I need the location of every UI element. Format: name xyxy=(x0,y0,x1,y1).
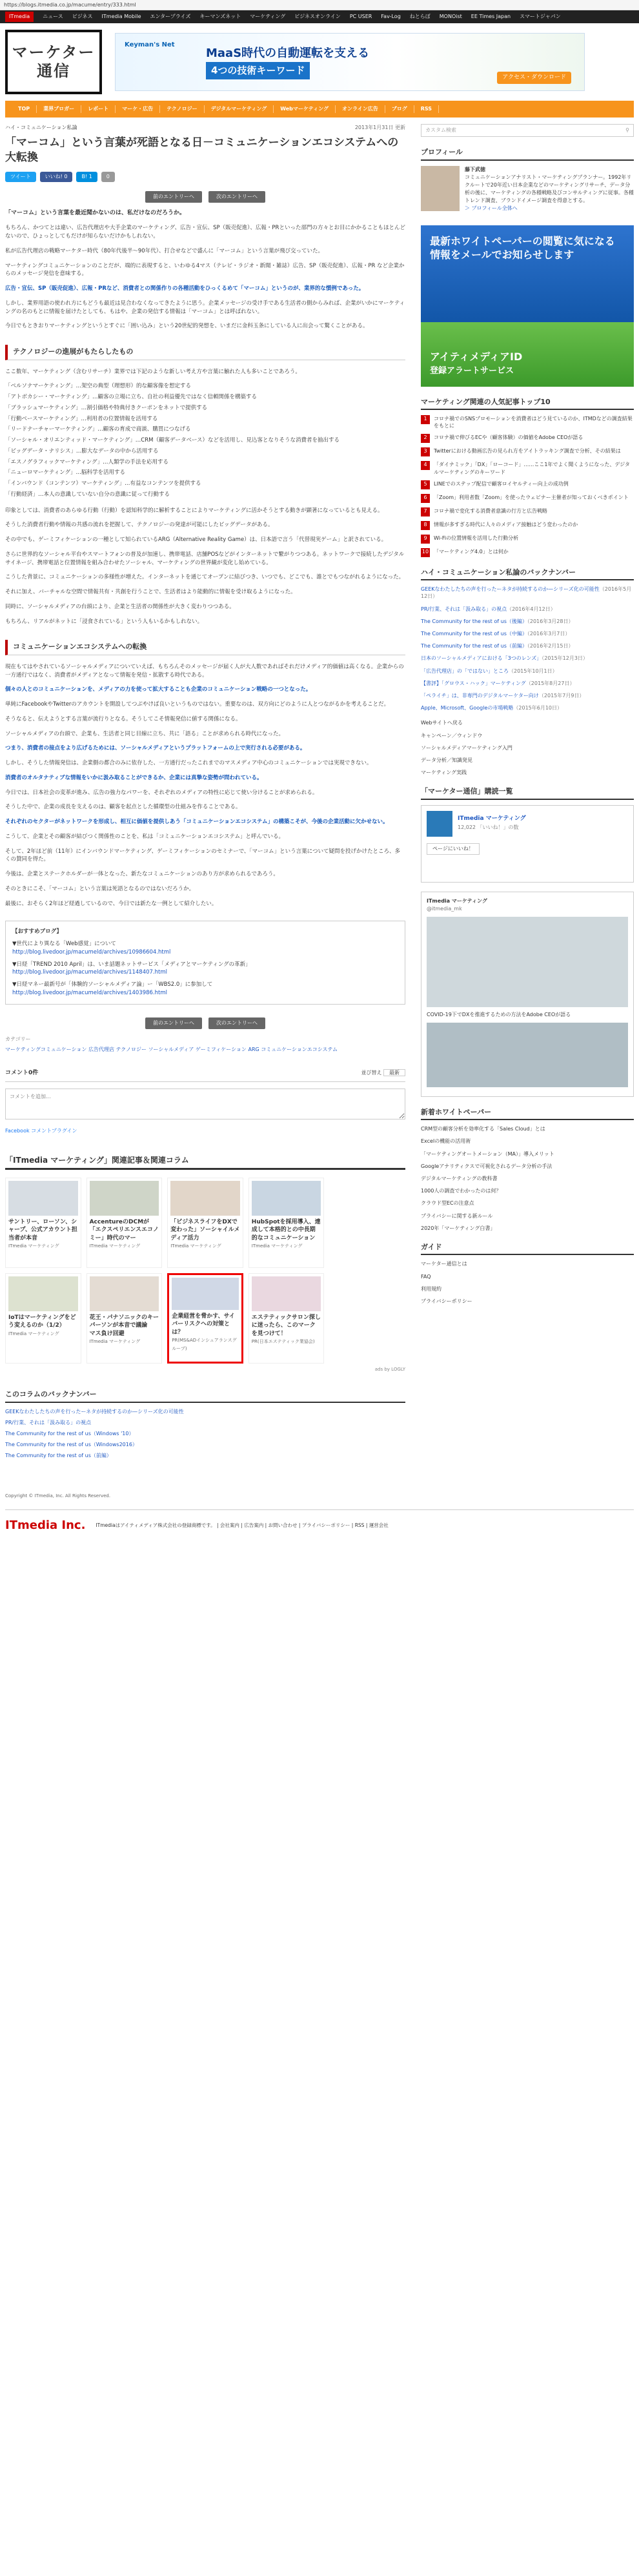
rank-number: 9 xyxy=(421,535,430,544)
guide-link[interactable]: 利用規約 xyxy=(421,1285,441,1292)
gnav-item[interactable]: デジタルマーケティング xyxy=(205,105,274,113)
wp-link[interactable]: 2020年「マーケティング白書」 xyxy=(421,1225,496,1231)
new-wp-list xyxy=(421,1125,634,1232)
wp-link[interactable]: クラウド型ECの注意点 xyxy=(421,1200,474,1207)
backnumber-date: （2016年2月15日） xyxy=(527,643,574,649)
section-heading: テクノロジーの進展がもたらしたもの xyxy=(5,345,405,360)
profile-box xyxy=(421,166,634,212)
prev-entry-button[interactable]: 前のエントリーへ xyxy=(145,1017,202,1029)
backnumber-link[interactable]: 「広告代理店」の「ではない」ところ xyxy=(421,668,509,674)
site-logo[interactable] xyxy=(5,30,102,94)
rec-link[interactable]: http://blog.livedoor.jp/macumeld/archives/10986604.html xyxy=(12,948,171,956)
hatena-button[interactable]: B! 1 xyxy=(76,172,97,182)
tweet-text: COVID-19下でDXを推進するための方法をAdobe CEOが語る xyxy=(427,1011,571,1017)
gnav-item[interactable]: Webマーケティング xyxy=(274,105,336,113)
card-source: ITmedia マーケティング xyxy=(251,1243,303,1249)
related-card-pr[interactable] xyxy=(167,1273,243,1364)
paragraph: そのときにこそ、「マーコム」という言葉は死語となるのではないだろうか。 xyxy=(5,885,195,892)
list-item xyxy=(421,692,634,699)
tw-handle[interactable]: @itmedia_mk xyxy=(427,905,462,912)
topnav-item[interactable]: ニュース xyxy=(43,14,63,19)
ranking-item[interactable] xyxy=(421,548,634,557)
paragraph: 現在もてはやされているソーシャルメディアについていえば、もちろんそのメッセージが届く人が大人数であればそれだけメディア的価値は高くなる。企業からの一方通行ではなく、消費者がメディアとなって情報を発信・拡散する時代である。 xyxy=(5,663,404,679)
copyright: Copyright © ITmedia, Inc. All Rights Reserved. xyxy=(5,1489,634,1511)
list-item: 「行動経済」…本人の意識していない自分の意識に従って行動する xyxy=(5,491,170,498)
backnumber-link[interactable]: 日本のソーシャルメディアにおける「3つのレンズ」 xyxy=(421,655,542,662)
search-box[interactable] xyxy=(421,124,634,137)
rank-title[interactable]: コロナ禍でのSNSプロモーションを消費者はどう見ているのか、ITMDなどの調査結果をもとに xyxy=(434,416,633,429)
card-source: PR(MS&ADインシュアランスグループ) xyxy=(172,1338,237,1351)
gnav-item[interactable]: RSS xyxy=(414,105,439,113)
paragraph: もちろん、リアルがネットに「浸食されている」という人もいるかもしれない。 xyxy=(5,618,203,625)
top-banner-ad[interactable] xyxy=(115,33,585,91)
list-item xyxy=(421,668,634,675)
related-card-pr[interactable] xyxy=(249,1273,325,1364)
ranking-item[interactable] xyxy=(421,521,634,530)
card-title: エステティックサロン探しに迷ったら、このマークを見つけて！ xyxy=(251,1314,321,1337)
paragraph: もちろん、かつてとは違い、広告代理店や大手企業のマーケティング、広告・宣伝、SP（販売促進）、広報・PRといった部門の方々とお目にかかることもほとんどないので、ひょっとしてもだけが知らないだけかもしれない。 xyxy=(5,225,405,240)
topnav-item[interactable]: ビジネスオンライン xyxy=(294,14,341,19)
tw-name[interactable]: ITmedia マーケティング xyxy=(427,897,487,904)
lead-text: 「マーコム」という言葉を最近聞かないのは、私だけなのだろうか。 xyxy=(5,209,186,216)
twitter-widget xyxy=(421,892,634,1097)
backnumber-link[interactable]: The Community for the rest of us（前編） xyxy=(421,643,527,649)
related-card-empty xyxy=(329,1178,405,1268)
related-card[interactable] xyxy=(86,1178,163,1268)
card-thumb xyxy=(90,1181,159,1216)
card-thumb xyxy=(252,1181,321,1216)
paragraph: 今後は、企業とステークホルダーが一体となった、新たなコミュニケーションのあり方が求められるであろう。 xyxy=(5,871,279,878)
site-header xyxy=(0,23,639,101)
paragraph: そして、2年ほど前（11年）にインバウンドマーケティング、ゲーミフィケーションのセミナーで、「マーコム」という言葉について疑問を投げかけたところ、多くの賛同を得た。 xyxy=(5,848,400,863)
banner-button[interactable]: アクセス・ダウンロード xyxy=(497,72,571,85)
list-item: 「アトボカシー・マーケティング」…顧客の立場に立ち、自社の利益優先ではなく信頼関係を構築する xyxy=(5,394,257,401)
global-nav xyxy=(5,101,634,118)
gnav-item[interactable]: TOP xyxy=(12,105,37,113)
related-grid xyxy=(5,1178,405,1364)
related-card-empty xyxy=(329,1273,405,1364)
paragraph: 単純にFacebookやTwitterのアカウントを開設してつぶやけば良いというものではない。重要なのは、双方向にどのように人とつながるかを考えることだ。 xyxy=(5,701,390,708)
paragraph: そうした中で、企業の成長を支えるのは、顧客を起点とした循環型の仕組みを作ることである。 xyxy=(5,804,241,811)
profile-name: 藤下武徳 xyxy=(465,166,485,172)
comment-count: コメント0件 xyxy=(5,1069,39,1076)
rank-number: 2 xyxy=(421,434,430,443)
paragraph: 今日では、日本社会の変革が進み、広告の強力なパワーを、それぞれのメディアの特性に応じて使い分けることが求められる。 xyxy=(5,789,318,796)
list-item: 「インバウンド（コンテンツ）マーケティング」…有益なコンテンツを提供する xyxy=(5,480,201,487)
breadcrumb-text[interactable]: ハイ・コミュニケーション私論 xyxy=(5,125,77,130)
side-link[interactable]: Webサイトへ戻る xyxy=(421,720,463,726)
card-source: ITmedia マーケティング xyxy=(170,1243,221,1249)
topnav-item[interactable]: ねとらぼ xyxy=(409,14,431,19)
rank-number: 5 xyxy=(421,480,430,489)
topnav-item[interactable]: ITmedia xyxy=(5,12,34,22)
paragraph: その中でも、ゲーミフィケーションの一種として知られているARG（Alternative Reality Game）は、日本語で言う「代替現実ゲーム」と訳されている。 xyxy=(5,537,387,544)
footer-links[interactable]: ITmediaはアイティメディア株式会社の登録商標です。 | 会社案内 | 広告案内 | お問い合わせ | プライバシーポリシー | RSS | 運営会社 xyxy=(96,1522,389,1528)
related-card[interactable] xyxy=(249,1178,325,1268)
backnumber-date: （2015年10月1日） xyxy=(509,668,558,674)
paragraph: 最後に、おそらく2年ほど経過しているので、今日では新たな一例として紹介したい。 xyxy=(5,900,218,907)
list-item: 「ブラッシュマーケティング」…割引価格や特典付きクーポンをネットで提供する xyxy=(5,404,208,411)
paragraph: こうした背景に、コミュニケーションの多様性が増えた。インターネットを通じてオープンに結びつき、いつでも、どこでも、誰とでもつながれるようになった。 xyxy=(5,574,405,581)
backnumber-link[interactable]: GEEKなわたしたちの声を行ったーネタが持続するのか—シリーズ化の可能性 xyxy=(421,586,600,593)
banner-line2: 4つの技術キーワード xyxy=(206,62,310,79)
paragraph: つまり、消費者の接点をより広げるためには、ソーシャルメディアというプラットフォームの上で実行される必要がある。 xyxy=(5,745,306,752)
side-link[interactable]: データ分析／知識発見 xyxy=(421,757,472,763)
gnav-item[interactable]: 業界ブロガー xyxy=(37,105,81,113)
wp-link[interactable]: 1000人の調査でわかったのは何？ xyxy=(421,1188,502,1194)
article-title: 「マーコム」という言葉が死語となる日－コミュニケーションエコシステムへの大転換 xyxy=(5,136,399,164)
sidebar-ad[interactable] xyxy=(421,225,634,387)
wp-link[interactable]: プライバシーに関する新ルール xyxy=(421,1212,493,1219)
topnav-item[interactable]: Fav-Log xyxy=(381,14,401,19)
backnumber-heading: このコラムのバックナンバー xyxy=(5,1389,405,1403)
ad-text-3: 登録アラートサービス xyxy=(430,366,514,376)
gnav-item[interactable]: マーケ・広告 xyxy=(116,105,160,113)
related-card[interactable] xyxy=(86,1273,163,1364)
topnav-item[interactable]: キーマンズネット xyxy=(199,14,241,19)
paragraph: 今日でもときおりマーケティングというとすぐに「囲い込み」という20世紀的発想を、いまだに金科玉条にしている人に出会って驚くことがある。 xyxy=(5,323,369,330)
guide-link[interactable]: マーケター通信とは xyxy=(421,1261,467,1267)
related-card[interactable] xyxy=(5,1178,81,1268)
top-nav xyxy=(0,10,639,23)
profile-text: コミュニケーションアナリスト・マーケティングプランナー。1992年リクルートで20年近い日本企業などのマーケティングリサーチ、データ分析の後に、マーケティングの各種戦略及びコンサルティングに従事。各種トレンド調査、ブランドイメージ調査を得意とする。 xyxy=(465,174,634,203)
entry-nav-top xyxy=(5,191,405,203)
paragraph: 私が広告代理店の戦略マーケター時代（80年代後半～90年代）、打合せなどで盛んに「マーコム」という言葉が飛び交っていた。 xyxy=(5,247,323,254)
search-placeholder: カスタム検索 xyxy=(425,127,456,133)
rank-title[interactable]: Twitterにおける動画広告の見られ方をアイトラッキング調査で分析、その結果は xyxy=(434,448,621,455)
gnav-item[interactable]: オンライン広告 xyxy=(336,105,385,113)
sort-label: 並び替え xyxy=(361,1069,382,1076)
fb-like-page-button[interactable]: ページにいいね！ xyxy=(427,843,480,855)
profile-more-link[interactable]: ＞ プロフィール全体へ xyxy=(465,205,518,211)
card-source: ITmedia マーケティング xyxy=(89,1339,141,1345)
section-heading: コミュニケーションエコシステムへの転換 xyxy=(5,640,405,655)
rank-title[interactable]: LINEでのステップ配信で顧客ロイヤルティー向上の成功例 xyxy=(434,480,569,487)
paragraph: 個々の人とのコミュニケーションを、メディアの力を使って拡大することも企業のコミュニケーション戦略の一つとなった。 xyxy=(5,686,312,693)
wp-link[interactable]: デジタルマーケティングの教科書 xyxy=(421,1176,498,1181)
rank-title[interactable]: コロナ禍で伸びるECや（顧客体験）の価値をAdobe CEOが語る xyxy=(434,434,583,441)
ad-text-1: 最新ホワイトペーパーの閲覧に気になる情報をメールでお知らせします xyxy=(430,234,615,261)
prev-entry-button[interactable]: 前のエントリーへ xyxy=(145,191,202,203)
list-item xyxy=(421,630,634,637)
itmedia-logo[interactable]: ITmedia Inc. xyxy=(5,1518,86,1533)
topnav-item[interactable]: マーケティング xyxy=(250,14,286,19)
rank-number: 6 xyxy=(421,494,430,503)
subscribe-heading: 「マーケター通信」購読一覧 xyxy=(421,786,634,800)
ranking-list xyxy=(421,415,634,557)
side-link[interactable]: マーケティング実践 xyxy=(421,770,467,776)
ranking-item[interactable] xyxy=(421,447,634,456)
topnav-item[interactable]: MONOist xyxy=(439,14,462,19)
card-thumb xyxy=(8,1181,78,1216)
list-item: 「行動ベースマーケティング」…利用者の位置情報を活用する xyxy=(5,415,158,422)
ranking-item[interactable] xyxy=(421,415,634,429)
related-card[interactable] xyxy=(167,1178,243,1268)
avatar xyxy=(421,166,460,211)
wp-link[interactable]: Googleアナリティクスで可視化されるデータ分析の手法 xyxy=(421,1163,553,1169)
guide-link[interactable]: プライバシーポリシー xyxy=(421,1298,472,1304)
card-title: 企業経営を脅かす、サイバーリスクへの対策とは？ xyxy=(172,1313,235,1336)
backnumber-side-heading: ハイ・コミュニケーション私論のバックナンバー xyxy=(421,567,634,581)
guide-heading: ガイド xyxy=(421,1242,634,1256)
list-item: 「ビッグデータ・ナリシス」…膨大なデータの中から活用する xyxy=(5,447,159,455)
next-entry-button[interactable]: 次のエントリーへ xyxy=(208,191,265,203)
comments-section xyxy=(5,1069,405,1135)
card-source: ITmedia マーケティング xyxy=(8,1243,59,1249)
list-item: 「ソーシャル・オリエンティッド・マーケティング」…CRM（顧客データベース）などを活用し、見込客となりそうな消費者を抽出する xyxy=(5,437,340,444)
tweet-button[interactable]: ツイート xyxy=(5,172,36,182)
logo-text-1: マーケター xyxy=(12,43,96,62)
rec-link[interactable]: http://blog.livedoor.jp/macumeld/archives/1148407.html xyxy=(12,969,168,976)
rank-title[interactable]: 「マーケティング4.0」とは何か xyxy=(434,548,509,555)
search-icon[interactable]: ⚲ xyxy=(625,127,629,133)
wp-link[interactable]: Excelの機能の活用術 xyxy=(421,1138,471,1145)
list-item: 「リードナーチャーマーケティング」…顧客の育成で商談、購買につなげる xyxy=(5,426,191,433)
url-text: https://blogs.itmedia.co.jp/macume/entry/333.html xyxy=(4,2,136,8)
topnav-item[interactable]: ITmedia Mobile xyxy=(101,14,141,19)
side-link-list xyxy=(421,719,634,776)
wp-link[interactable]: 「マーケティングオートメーション（MA）」導入メリット xyxy=(421,1150,554,1157)
backnumber-date: （2016年5月12日） xyxy=(421,586,632,600)
related-card[interactable] xyxy=(5,1273,81,1364)
backnumber-link[interactable]: The Community for the rest of us（Windows2016） xyxy=(5,1441,137,1447)
category-label: カテゴリー xyxy=(5,1036,31,1042)
gnav-item[interactable]: テクノロジー xyxy=(160,105,205,113)
profile-heading: プロフィール xyxy=(421,147,634,161)
backnumber-date: （2015年6月10日） xyxy=(513,705,563,711)
backnumber-side-list xyxy=(421,586,634,711)
paragraph: それに加え、バーチャルな空間で情報共有・共創を行うことで、生活者はより能動的に情報を受け取るようになった。 xyxy=(5,589,296,596)
new-wp-heading: 新着ホワイトペーパー xyxy=(421,1107,634,1121)
paragraph: 印象としては、消費者のあらゆる行動（行動）を認知科学的に解析することによりマーケティングに活かそうとする動きが顕著になっているとも見える。 xyxy=(5,507,383,514)
rank-title[interactable]: コロナ禍で変化する消費者意識の行方と広告戦略 xyxy=(434,507,547,514)
fb-likes: 12,022 「いいね！」の数 xyxy=(458,824,519,830)
logo-text-2: 通信 xyxy=(37,61,70,80)
ads-by-logly[interactable]: ads by LOGLY xyxy=(374,1366,405,1372)
paragraph: 同時に、ソーシャルメディアの台頭により、企業と生活者の関係性が大きく変わりつつある。 xyxy=(5,603,235,610)
backnumber-link[interactable]: The Community for the rest of us（前編） xyxy=(5,1452,112,1458)
ranking-item[interactable] xyxy=(421,434,634,443)
ranking-item[interactable] xyxy=(421,535,634,544)
ranking-item[interactable] xyxy=(421,494,634,503)
backnumber-date: （2015年8月27日） xyxy=(525,680,575,686)
next-entry-button[interactable]: 次のエントリーへ xyxy=(208,1017,265,1029)
rec-title: ▼世代により異なる「Web感覚」について xyxy=(12,941,116,948)
rank-title[interactable]: Wi-Fiの位置情報を活用した行動分析 xyxy=(434,535,519,541)
rank-number: 10 xyxy=(421,548,430,557)
rec-title: ▼日経マネー最新号が「体験的ソーシャルメディア論」ー「WBS2.0」に参加して xyxy=(12,981,213,988)
tweet-image[interactable] xyxy=(427,1023,628,1087)
card-source: ITmedia マーケティング xyxy=(89,1243,141,1249)
entry-nav-bottom xyxy=(5,1017,405,1029)
list-item: 「ニューロマーケティング」…脳科学を活用する xyxy=(5,469,125,476)
banner-line1: MaaS時代の自動運転を支える xyxy=(206,46,370,61)
card-title: 花王・パナソニックのキーパーソンが本音で議論 マス負け回避 xyxy=(89,1314,159,1337)
list-item: 「ペルソナマーケティング」…架空の典型（理想形）的な顧客像を想定する xyxy=(5,383,191,390)
topnav-item[interactable]: ビジネス xyxy=(72,14,93,19)
rank-title[interactable]: 「ダイナミック」「DX」「ローコード」……ここ1年でよく聞くようになった、デジタルマーケティングのキーワード xyxy=(434,462,630,475)
paragraph: しかし、業界用語の使われ方にもどうも最近は見合わなくなってきたように思う。企業メッセージの受け手である生活者の側からみれば、企業がいかにマーケティングの名のもとに情報を届けたとしても、もはや、企業の発信する情報は「マーコム」とは呼ばれない。 xyxy=(5,300,405,315)
rec-link[interactable]: http://blog.livedoor.jp/macumeld/archives/1403986.html xyxy=(12,989,168,996)
topnav-item[interactable]: EE Times Japan xyxy=(471,14,511,19)
card-thumb xyxy=(252,1276,321,1311)
site-footer xyxy=(0,1510,639,1540)
column-backnumber xyxy=(5,1389,405,1460)
wp-link[interactable]: CRM型の顧客分析を効率化する「Sales Cloud」とは xyxy=(421,1126,545,1132)
rec-heading: 【おすすめブログ】 xyxy=(12,928,62,935)
card-thumb xyxy=(172,1278,239,1310)
card-title: IoTはマーケティングをどう変えるのか（1/2） xyxy=(8,1314,76,1329)
card-title: HubSpotを採用導入、達成して本格的との中長期的なコミュニケーション xyxy=(251,1218,321,1242)
paragraph: こうして、企業とその顧客が結びつく関係性のことを、私は「コミュニケーションエコシステム」と呼んでいる。 xyxy=(5,833,284,840)
topnav-item[interactable]: エンタープライズ xyxy=(150,14,191,19)
tag-list[interactable]: マーケティングコミュニケーション 広告代理店 テクノロジー ソーシャルメディア ゲーミフィケーション ARG コミュニケーションエコシステム xyxy=(5,1046,338,1052)
card-title: サントリー、ローソン、シャープ、公式アカウント担当者が本音 xyxy=(8,1218,77,1242)
paragraph: 広告・宣伝、SP（販売促進）、広報・PRなど、消費者との関係作りの各種活動をひっくるめて「マーコム」というのが、業界的な慣例であった。 xyxy=(5,285,365,292)
backnumber-link[interactable]: GEEKなわたしたちの声を行ったーネタが持続するのか—シリーズ化の可能性 xyxy=(5,1408,184,1415)
card-title: AccentureのDCMが「エクスペリエンスエコノミー」時代のマー xyxy=(89,1218,159,1242)
recommended-blogs xyxy=(5,921,405,1004)
rank-number: 4 xyxy=(421,461,430,470)
backnumber-date: （2016年3月28日） xyxy=(527,618,574,624)
paragraph: そうした消費者行動や情報の共感の流れを把握して、テクノロジーの発達が可能にしたビッグデータがある。 xyxy=(5,522,274,529)
gnav-item[interactable]: レポート xyxy=(81,105,116,113)
rank-title[interactable]: 「Zoom」利用者数「Zoom」を使ったウェビナー主催者が知っておくべきポイント xyxy=(434,494,629,500)
list-item xyxy=(421,606,634,613)
url-bar[interactable] xyxy=(0,0,639,10)
guide-link[interactable]: FAQ xyxy=(421,1273,431,1280)
card-thumb xyxy=(8,1276,78,1311)
rank-title[interactable]: 情報が多すぎる時代に人々のメディア接触はどう変わったのか xyxy=(434,521,578,527)
rank-number: 1 xyxy=(421,415,430,424)
gnav-item[interactable]: ブログ xyxy=(385,105,414,113)
page-avatar xyxy=(427,811,452,837)
paragraph: それぞれのセクターがネットワークを形成し、相互に価値を提供しあう「コミュニケーションエコシステム」の構築こそが、今後の企業活動に欠かせない。 xyxy=(5,819,389,826)
list-item xyxy=(421,642,634,649)
comment-input[interactable] xyxy=(5,1089,405,1119)
list-item xyxy=(421,655,634,662)
backnumber-date: （2016年4月12日） xyxy=(507,606,556,612)
backnumber-link[interactable]: The Community for the rest of us（中編） xyxy=(421,631,527,637)
related-heading: 「ITmedia マーケティング」関連記事＆関連コラム xyxy=(5,1154,405,1170)
paragraph: さらに世界的なソーシャル平台やスマートフォンの普及が加速し、携帯電話、店舗POSなどがインターネットで繋がりつつある。ネットワークで接続したデジタルサイネージ、携帯電話と位置情報を組み合わせたソーシャル、マーケティングの世界観が変化し始めている。 xyxy=(5,551,405,566)
ranking-heading: マーケティング関連の人気記事トップ10 xyxy=(421,397,634,411)
side-link[interactable]: キャンペーン／ウィンドウ xyxy=(421,732,483,739)
backnumber-link[interactable]: PR/行業、それは「汲み取る」の視点 xyxy=(5,1419,92,1426)
paragraph: そうなると、伝えようとする言葉が流行りとなる。そうしてこそ情報発信に値する関係になる。 xyxy=(5,715,241,722)
post-date: 2013年1月31日 更新 xyxy=(354,125,405,130)
facebook-page-widget xyxy=(421,805,634,883)
main-column xyxy=(5,124,405,1463)
card-source: PR(日本エステティック業協会) xyxy=(251,1339,315,1345)
paragraph: ソーシャルメディアの台頭で、企業も、生活者と同じ目線に立ち、共に「語る」ことが求められる時代になった。 xyxy=(5,730,285,737)
breadcrumb[interactable] xyxy=(5,124,405,132)
backnumber-link[interactable]: Apple、Microsoft、Googleの市場戦略 xyxy=(421,705,514,711)
backnumber-link[interactable]: PR/行業、それは「汲み取る」の視点 xyxy=(421,606,507,612)
ranking-item[interactable] xyxy=(421,480,634,489)
term-list xyxy=(5,382,405,498)
ranking-item[interactable] xyxy=(421,507,634,516)
backnumber-date: （2015年7月9日） xyxy=(538,692,585,699)
card-title: 「ビジネスライフをDXで変わった」ソーシャイルメディア活力 xyxy=(170,1218,240,1242)
banner-brand: Keyman's Net xyxy=(125,41,175,48)
sidebar xyxy=(421,124,634,1463)
paragraph: 消費者のオルタナティブな情報をいかに汲み取ることができるか、企業には真摯な姿勢が問われている。 xyxy=(5,774,263,781)
fb-page-name[interactable]: ITmedia マーケティング xyxy=(458,815,526,823)
topnav-item[interactable]: スマートジャパン xyxy=(520,14,561,19)
sort-select[interactable]: 最新 xyxy=(383,1069,405,1076)
paragraph: マーケティングコミュニケーションのことだが、端的に表現すると、いわゆる4マス（テレビ・ラジオ・新聞・雑誌）広告、SP（販売促進）、広報・PR など企業からのメッセージ発信を意味する。 xyxy=(5,262,405,278)
backnumber-link[interactable]: The Community for the rest of us（後編） xyxy=(421,618,527,624)
fb-comment-plugin[interactable]: Facebook コメントプラグイン xyxy=(5,1127,77,1134)
card-thumb xyxy=(170,1181,240,1216)
list-item xyxy=(421,704,634,711)
list-item xyxy=(421,586,634,600)
like-button[interactable]: いいね! 0 xyxy=(40,172,73,182)
topnav-item[interactable]: PC USER xyxy=(349,14,372,19)
list-item xyxy=(421,618,634,625)
paragraph: しかし、そうした情報発信は、企業側の都合のみに依存した、一方通行だったこれまでのマスメディア中心のコミュニケーションでは実現できない。 xyxy=(5,760,372,767)
backnumber-date: （2015年12月3日） xyxy=(542,655,588,662)
tweet-image[interactable] xyxy=(427,917,628,1007)
list-item: 「エスノグラフィックマーケティング」…人類学の手法を応用する xyxy=(5,458,169,465)
backnumber-link[interactable]: The Community for the rest of us（Windows '10） xyxy=(5,1430,134,1436)
backnumber-link[interactable]: 【書評】「グロウス・ハック」マーケティング xyxy=(421,680,526,686)
backnumber-date: （2016年3月7日） xyxy=(527,631,571,637)
rank-number: 7 xyxy=(421,507,430,516)
ranking-item[interactable] xyxy=(421,461,634,475)
backnumber-link[interactable]: 「ペライチ」は、非専門のデジタルマーケター向け xyxy=(421,692,539,699)
card-source: ITmedia マーケティング xyxy=(8,1331,59,1336)
paragraph: ここ数年、マーケティング（含むリサーチ）業界では下記のような新しい考え方や言葉に触れた人も多いことであろう。 xyxy=(5,368,301,375)
list-item xyxy=(421,680,634,687)
rank-number: 3 xyxy=(421,447,430,456)
rank-number: 8 xyxy=(421,521,430,530)
ad-text-2: アイティメディアID xyxy=(430,351,523,363)
card-thumb xyxy=(90,1276,159,1311)
rec-title: ▼日経「TREND 2010 April」は、いま話題ネットサービス「メディアとマーケティングの革新」 xyxy=(12,961,251,968)
share-bar xyxy=(5,172,405,182)
side-link[interactable]: ソーシャルメディアマーケティング入門 xyxy=(421,744,512,751)
pocket-button[interactable]: 0 xyxy=(101,172,115,182)
